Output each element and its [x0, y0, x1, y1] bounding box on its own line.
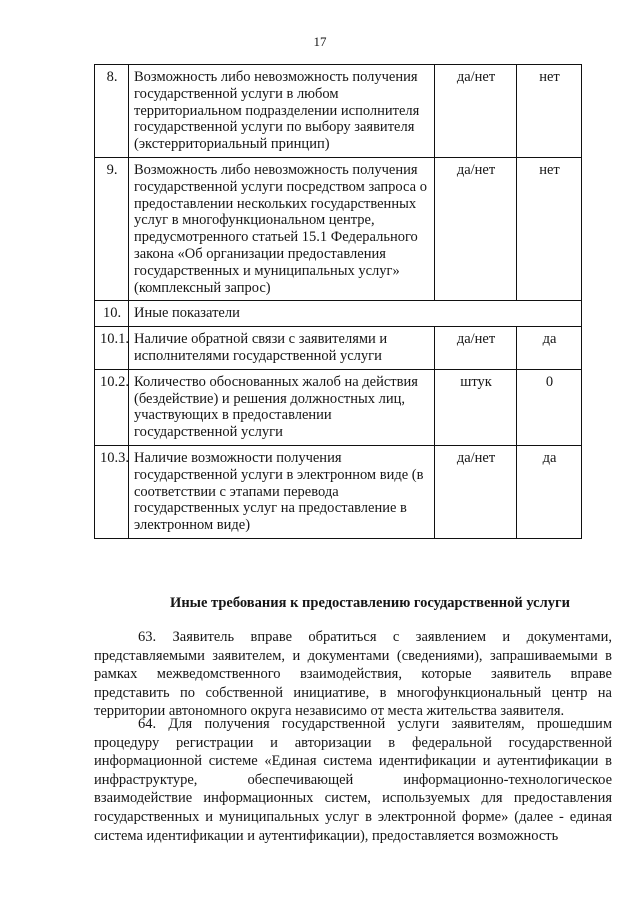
indicator-description: Возможность либо невозможность получения государственной услуги посредством запроса о предоставлении нескольких государственных услуг в многофункциональном центре, предусмотренного статьей 15.1 Федерального закона «Об организации предоставления государственных и муниципальных услуг» (комплексный запрос)	[129, 157, 435, 300]
paragraph-64: 64. Для получения государственной услуги заявителям, прошедшим процедуру регистрации и авторизации в федеральной государственной информационной системе «Единая система идентификации и аутентификации в инфраструктуре, обеспечивающей информационно-технологическое взаимодействие информационных систем, используемых для предоставления государственных и муниципальных услуг в электронной форме» (далее - единая система идентификации и аутентификации), предоставляется возможность	[94, 716, 612, 844]
table-row	[95, 327, 582, 370]
section-heading: Иные требования к предоставлению государственной услуги	[170, 595, 570, 611]
paragraph-63: 63. Заявитель вправе обратиться с заявлением и документами, представляемыми заявителем, и документами (сведениями), запрашиваемыми в рамках межведомственного взаимодействия, которые заявитель вправе представить по собственной инициативе, в многофункциональный центр на территории автономного округа независимо от места жительства заявителя.	[94, 629, 612, 720]
unit-of-measure: да/нет	[435, 327, 517, 370]
indicator-value: да	[517, 445, 582, 538]
table-row	[95, 369, 582, 445]
table-row	[95, 157, 582, 300]
indicator-description: Возможность либо невозможность получения государственной услуги в любом территориальном подразделении исполнителя государственной услуги по выбору заявителя (экстерриториальный принцип)	[129, 65, 435, 158]
table-row	[95, 65, 582, 158]
indicator-value: 0	[517, 369, 582, 445]
page-number: 17	[313, 34, 327, 49]
indicator-value: нет	[517, 65, 582, 158]
row-number: 10.	[95, 301, 129, 327]
unit-of-measure: да/нет	[435, 65, 517, 158]
indicator-value: нет	[517, 157, 582, 300]
row-number: 10.1.	[95, 327, 129, 370]
row-number: 8.	[95, 65, 129, 158]
unit-of-measure: да/нет	[435, 157, 517, 300]
indicator-description: Наличие возможности получения государственной услуги в электронном виде (в соответствии с этапами перевода государственных услуг на предоставление в электронном виде)	[129, 445, 435, 538]
row-number: 10.2.	[95, 369, 129, 445]
unit-of-measure: да/нет	[435, 445, 517, 538]
table-section-row	[95, 301, 582, 327]
section-title: Иные показатели	[129, 301, 582, 327]
indicator-description: Количество обоснованных жалоб на действия (бездействие) и решения должностных лиц, участвующих в предоставлении государственной услуги	[129, 369, 435, 445]
indicator-value: да	[517, 327, 582, 370]
unit-of-measure: штук	[435, 369, 517, 445]
row-number: 10.3.	[95, 445, 129, 538]
indicators-table	[94, 64, 582, 539]
table-row	[95, 445, 582, 538]
row-number: 9.	[95, 157, 129, 300]
indicator-description: Наличие обратной связи с заявителями и исполнителями государственной услуги	[129, 327, 435, 370]
table-body	[95, 65, 582, 539]
